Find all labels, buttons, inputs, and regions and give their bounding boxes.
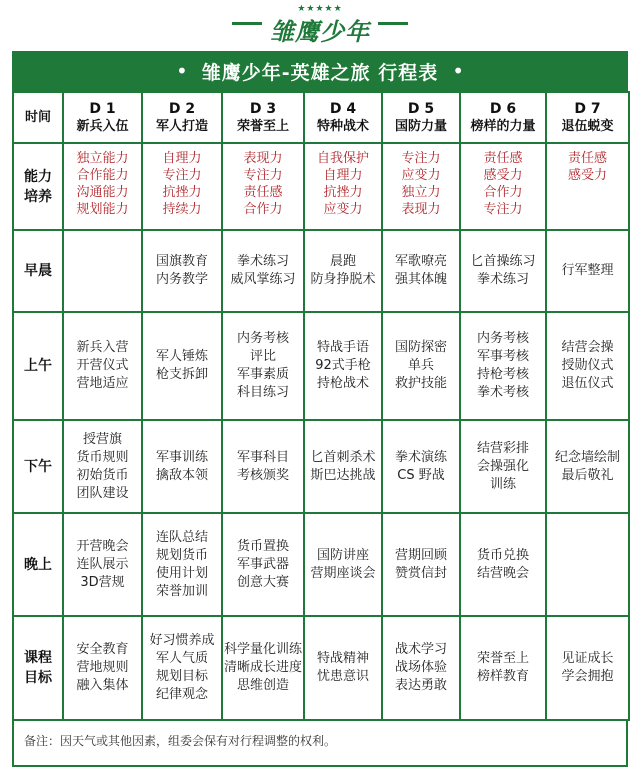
schedule-cell — [382, 513, 460, 616]
row-label-line: 晚上 — [24, 556, 52, 573]
row-label — [13, 312, 63, 420]
activity-item: 团队建设 — [76, 485, 129, 501]
activity-item: 救护技能 — [394, 376, 447, 391]
schedule-row — [13, 513, 629, 616]
activity-item: 责任感 — [243, 185, 283, 200]
row-label-line: 课程 — [24, 650, 52, 666]
activity-item: 考核颁奖 — [236, 467, 289, 483]
row-label — [13, 230, 63, 312]
schedule-cell — [222, 616, 304, 720]
day-number: D 7 — [574, 100, 601, 117]
activity-item: 军事科目 — [236, 449, 289, 465]
activity-item: 军事考核 — [476, 349, 529, 364]
schedule-cell — [142, 230, 222, 312]
activity-item: 连队展示 — [76, 556, 129, 572]
day-number: D 2 — [168, 100, 196, 117]
schedule-cell — [382, 312, 460, 420]
schedule-cell — [460, 143, 546, 230]
row-label-line: 早晨 — [24, 263, 52, 279]
activity-item: 表现力 — [243, 151, 283, 166]
activity-item: 拳术练习 — [236, 254, 289, 269]
schedule-cell — [304, 616, 382, 720]
activity-item: 荣誉加训 — [155, 583, 208, 599]
day-theme: 特种战术 — [316, 118, 369, 134]
activity-item: 规划货币 — [155, 547, 208, 563]
day-number: D 1 — [89, 100, 116, 117]
activity-item: 拳术练习 — [476, 272, 529, 287]
schedule-row — [13, 230, 629, 312]
row-label-line: 下午 — [24, 458, 52, 475]
activity-item: 忧患意识 — [316, 669, 369, 684]
activity-item: 清晰成长进度 — [224, 660, 303, 675]
schedule-cell — [63, 230, 142, 312]
day-header — [460, 92, 546, 143]
activity-item: 会操强化 — [476, 458, 529, 474]
activity-item: 科学量化训练 — [224, 642, 303, 657]
schedule-cell — [222, 513, 304, 616]
activity-item: 营期座谈会 — [310, 565, 376, 581]
activity-item: 新兵入营 — [76, 340, 129, 355]
activity-item: 专注力 — [243, 168, 283, 183]
activity-item: 行军整理 — [561, 263, 614, 278]
row-label — [13, 143, 63, 230]
activity-item: 专注力 — [483, 202, 523, 217]
activity-item: 授勋仪式 — [561, 358, 614, 373]
activity-item: 训练 — [489, 476, 516, 492]
activity-item: 结营晚会 — [476, 565, 529, 581]
schedule-row — [13, 312, 629, 420]
activity-item: 特战手语 — [316, 340, 369, 355]
activity-item: 评比 — [249, 349, 276, 364]
day-header — [142, 92, 222, 143]
activity-item: 枪支拆卸 — [155, 367, 208, 382]
schedule-cell — [546, 312, 629, 420]
schedule-cell — [142, 420, 222, 513]
activity-item: 持续力 — [162, 202, 202, 217]
activity-item: 荣誉至上 — [476, 651, 529, 666]
schedule-cell — [382, 230, 460, 312]
activity-item: 开营仪式 — [76, 358, 129, 373]
day-theme: 新兵入伍 — [76, 118, 129, 134]
schedule-cell — [304, 143, 382, 230]
title-dot-right: • — [452, 59, 465, 83]
schedule-table — [12, 91, 630, 721]
day-number: D 4 — [329, 100, 357, 117]
activity-item: 军歌嘹亮 — [394, 254, 447, 269]
activity-item: 退伍仪式 — [561, 376, 614, 391]
activity-item: 感受力 — [483, 168, 523, 183]
activity-item: 国旗教育 — [155, 254, 208, 269]
activity-item: 货币兑换 — [476, 547, 529, 563]
activity-item: 科目练习 — [236, 385, 289, 400]
day-header — [304, 92, 382, 143]
activity-item: 92式手枪 — [315, 358, 371, 373]
activity-item: 授营旗 — [82, 431, 122, 447]
activity-item: 独立能力 — [76, 151, 129, 166]
schedule-cell — [142, 312, 222, 420]
activity-item: 连队总结 — [155, 529, 208, 545]
row-label-line: 上午 — [24, 358, 52, 374]
day-header — [546, 92, 629, 143]
schedule-cell — [546, 616, 629, 720]
day-header — [63, 92, 142, 143]
activity-item: 斯巴达挑战 — [310, 467, 376, 483]
activity-item: 感受力 — [567, 168, 607, 183]
schedule-cell — [63, 420, 142, 513]
schedule-cell — [63, 312, 142, 420]
activity-item: 单兵 — [407, 358, 434, 373]
schedule-cell — [304, 312, 382, 420]
activity-item: 军人气质 — [155, 651, 208, 666]
time-header: 时间 — [13, 92, 63, 143]
day-theme: 榜样的力量 — [470, 118, 536, 134]
schedule-cell — [142, 513, 222, 616]
schedule-cell — [304, 230, 382, 312]
activity-item: 威风掌练习 — [230, 272, 296, 287]
activity-item: 纪律观念 — [155, 687, 208, 702]
day-theme: 荣誉至上 — [236, 118, 289, 134]
schedule-cell — [63, 616, 142, 720]
activity-item: 应变力 — [401, 168, 441, 183]
activity-item: 合作力 — [243, 202, 283, 217]
schedule-row — [13, 420, 629, 513]
activity-item: 军事素质 — [236, 367, 289, 382]
schedule-cell — [222, 420, 304, 513]
activity-item: 沟通能力 — [76, 185, 129, 200]
activity-item: 匕首操练习 — [470, 254, 536, 269]
schedule-cell — [460, 230, 546, 312]
day-number: D 3 — [249, 100, 277, 117]
activity-item: 专注力 — [162, 168, 202, 183]
activity-item: 创意大赛 — [236, 574, 289, 590]
activity-item: 内务考核 — [476, 331, 529, 346]
schedule-cell — [222, 143, 304, 230]
activity-item: 匕首刺杀术 — [310, 449, 376, 465]
schedule-cell — [546, 513, 629, 616]
activity-item: 货币置换 — [236, 538, 289, 554]
activity-item: 专注力 — [401, 151, 441, 166]
schedule-row — [13, 616, 629, 720]
schedule-cell — [304, 420, 382, 513]
activity-item: 应变力 — [323, 202, 363, 217]
schedule-cell — [382, 420, 460, 513]
activity-item: 拳术考核 — [476, 385, 529, 400]
schedule-cell — [382, 616, 460, 720]
activity-item: 思维创造 — [236, 678, 289, 693]
day-header — [222, 92, 304, 143]
day-number: D 6 — [489, 100, 517, 117]
schedule-cell — [304, 513, 382, 616]
activity-item: 擒敌本领 — [155, 467, 208, 483]
activity-item: 营期回顾 — [394, 547, 447, 563]
schedule-cell — [222, 230, 304, 312]
activity-item: 纪念墙绘制 — [554, 449, 620, 465]
activity-item: 赞赏信封 — [394, 565, 447, 581]
schedule-cell — [142, 616, 222, 720]
activity-item: 责任感 — [567, 151, 607, 166]
activity-item: 内务考核 — [236, 331, 289, 346]
title-dot-left: • — [175, 59, 188, 83]
schedule-cell — [460, 616, 546, 720]
activity-item: 见证成长 — [561, 651, 614, 666]
logo-text: 雏鹰少年 — [270, 18, 370, 46]
row-label — [13, 513, 63, 616]
activity-item: 军人锤炼 — [155, 349, 208, 364]
activity-item: 持枪战术 — [316, 376, 369, 391]
activity-item: 内务教学 — [155, 272, 208, 287]
activity-item: 营地适应 — [76, 376, 129, 391]
schedule-cell — [546, 143, 629, 230]
schedule-cell — [546, 420, 629, 513]
activity-item: 特战精神 — [316, 651, 369, 666]
activity-item: CS 野战 — [397, 467, 445, 483]
row-label — [13, 420, 63, 513]
activity-item: 战场体验 — [394, 660, 447, 675]
activity-item: 初始货币 — [76, 467, 129, 483]
activity-item: 抗挫力 — [162, 185, 202, 200]
day-header — [382, 92, 460, 143]
header-row — [13, 92, 629, 143]
activity-item: 营地规则 — [76, 660, 129, 675]
activity-item: 使用计划 — [155, 565, 208, 581]
row-label-line: 目标 — [24, 670, 52, 686]
schedule-cell — [142, 143, 222, 230]
activity-item: 军事武器 — [236, 556, 289, 572]
schedule-cell — [460, 420, 546, 513]
activity-item: 军事训练 — [155, 449, 208, 465]
activity-item: 国防讲座 — [316, 547, 369, 563]
activity-item: 榜样教育 — [476, 669, 529, 684]
activity-item: 拳术演练 — [394, 449, 447, 465]
schedule-cell — [460, 312, 546, 420]
activity-item: 好习惯养成 — [149, 633, 215, 648]
schedule-cell — [382, 143, 460, 230]
activity-item: 3D营规 — [80, 574, 125, 590]
schedule-cell — [63, 143, 142, 230]
row-label-line: 培养 — [24, 188, 52, 205]
logo — [0, 0, 640, 48]
schedule-row — [13, 143, 629, 230]
activity-item: 结营彩排 — [476, 440, 529, 456]
activity-item: 晨跑 — [329, 254, 356, 269]
activity-item: 最后敬礼 — [561, 467, 614, 483]
activity-item: 合作能力 — [76, 168, 129, 183]
title-bar — [12, 51, 628, 91]
activity-item: 安全教育 — [76, 642, 129, 657]
activity-item: 学会拥抱 — [561, 669, 614, 684]
schedule-cell — [63, 513, 142, 616]
row-label — [13, 616, 63, 720]
activity-item: 开营晚会 — [76, 538, 129, 554]
activity-item: 自我保护 — [316, 151, 369, 166]
activity-item: 国防探密 — [394, 340, 447, 355]
activity-item: 自理力 — [323, 168, 363, 183]
day-number: D 5 — [407, 100, 435, 117]
activity-item: 自理力 — [162, 151, 202, 166]
activity-item: 合作力 — [483, 185, 523, 200]
activity-item: 表达勇敢 — [394, 678, 447, 693]
day-theme: 国防力量 — [394, 118, 447, 134]
activity-item: 战术学习 — [394, 642, 447, 657]
activity-item: 责任感 — [483, 151, 523, 166]
day-theme: 退伍蜕变 — [561, 118, 614, 134]
schedule-cell — [546, 230, 629, 312]
activity-item: 结营会操 — [561, 340, 614, 355]
row-label-line: 能力 — [24, 168, 52, 185]
activity-item: 表现力 — [401, 202, 441, 217]
activity-item: 货币规则 — [76, 449, 129, 465]
day-theme: 军人打造 — [155, 118, 208, 134]
page-title: 雏鹰少年-英雄之旅 行程表 — [201, 61, 439, 84]
activity-item: 防身挣脱术 — [310, 272, 376, 287]
schedule-cell — [460, 513, 546, 616]
activity-item: 融入集体 — [76, 678, 129, 693]
activity-item: 规划目标 — [155, 669, 208, 684]
activity-item: 持枪考核 — [476, 367, 529, 382]
schedule-cell — [222, 312, 304, 420]
footnote: 备注：因天气或其他因素，组委会保有对行程调整的权利。 — [12, 719, 628, 767]
logo-stars: ★★★★★ — [297, 4, 343, 14]
activity-item: 规划能力 — [76, 202, 129, 217]
activity-item: 抗挫力 — [323, 185, 363, 200]
activity-item: 独立力 — [401, 185, 441, 200]
activity-item: 强其体魄 — [394, 272, 447, 287]
